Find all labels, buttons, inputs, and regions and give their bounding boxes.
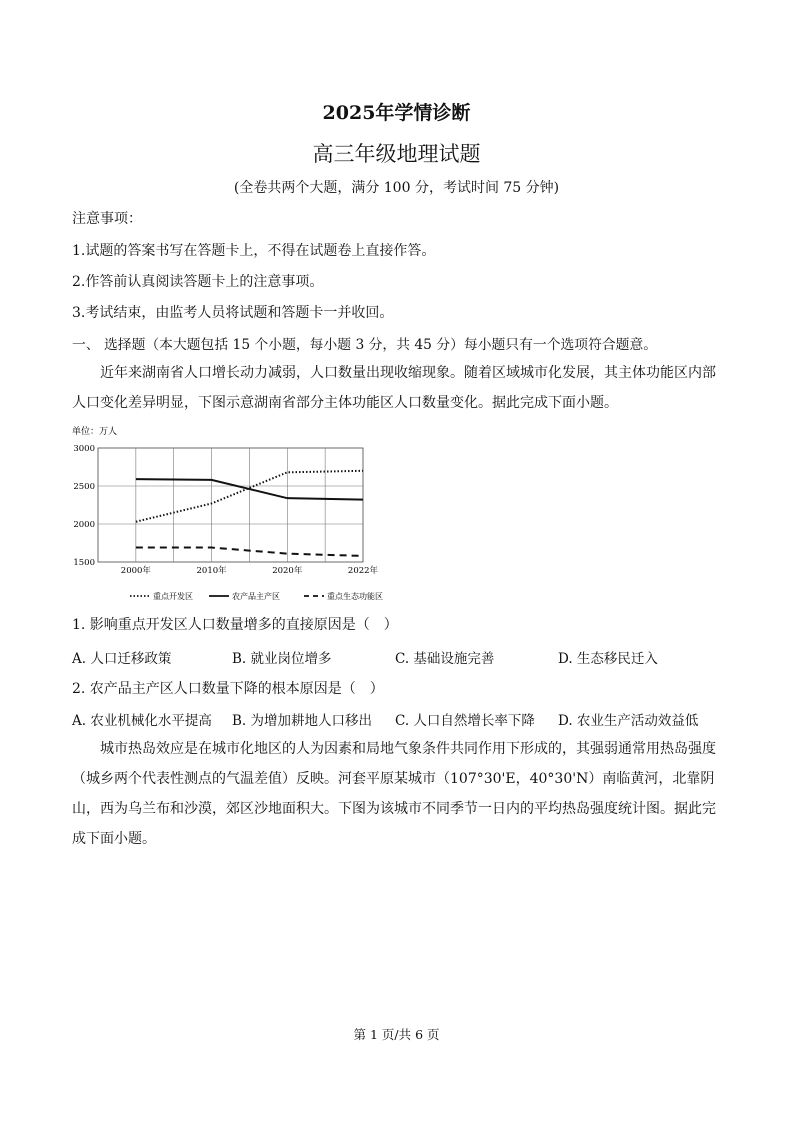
- x-tick-label: 2022年: [347, 566, 379, 576]
- q2-option-a[interactable]: A. 农业机械化水平提高: [72, 713, 212, 729]
- question-2-stem: 2. 农产品主产区人口数量下降的根本原因是（ ）: [72, 681, 384, 697]
- passage-2: 城市热岛效应是在城市化地区的人为因素和局地气象条件共同作用下形成的，其强弱通常用热岛强度（城乡两个代表性测点的气温差值）反映。河套平原某城市（107°30'E，40°30'N）南临黄河，北靠阴山，西为乌兰布和沙漠，郊区沙地面积大。下图为该城市不同季节一日内的平均热岛强度统计图。据此完成下面小题。: [72, 741, 716, 847]
- x-tick-label: 2010年: [196, 566, 227, 576]
- exam-title: 2025年学情诊断: [322, 102, 471, 124]
- page-footer: 第 1 页/共 6 页: [353, 1027, 440, 1042]
- q1-option-d[interactable]: D. 生态移民迁入: [558, 651, 658, 667]
- exam-info: (全卷共两个大题，满分 100 分，考试时间 75 分钟): [233, 180, 560, 196]
- y-tick-label: 2000: [73, 520, 95, 530]
- question-1-stem: 1. 影响重点开发区人口数量增多的直接原因是（ ）: [72, 617, 398, 633]
- notice-item: 2.作答前认真阅读答题卡上的注意事项。: [72, 274, 324, 290]
- question-2-options: [72, 709, 722, 729]
- question-1-options: [72, 647, 722, 667]
- passage-1: 近年来湖南省人口增长动力减弱，人口数量出现收缩现象。随着区域城市化发展，其主体功能区内部人口变化差异明显，下图示意湖南省部分主体功能区人口数量变化。据此完成下面小题。: [72, 365, 716, 411]
- q2-option-c[interactable]: C. 人口自然增长率下降: [395, 713, 535, 729]
- y-tick-label: 1500: [73, 558, 95, 568]
- x-tick-label: 2020年: [272, 566, 303, 576]
- notice-item: 1.试题的答案书写在答题卡上，不得在试题卷上直接作答。: [72, 243, 436, 259]
- legend-label: 重点生态功能区: [327, 592, 383, 601]
- y-tick-label: 2500: [73, 482, 95, 492]
- chart-unit-label: 单位：万人: [72, 427, 118, 437]
- notice-item: 3.考试结束，由监考人员将试题和答题卡一并收回。: [72, 305, 394, 321]
- chart-svg: [68, 422, 383, 607]
- population-chart: [68, 422, 383, 607]
- legend-label: 重点开发区: [153, 592, 193, 601]
- subject-title: 高三年级地理试题: [312, 142, 481, 166]
- q1-option-b[interactable]: B. 就业岗位增多: [232, 651, 332, 667]
- q1-option-c[interactable]: C. 基础设施完善: [395, 651, 495, 667]
- q1-option-a[interactable]: A. 人口迁移政策: [72, 651, 172, 667]
- legend-label: 农产品主产区: [232, 592, 280, 601]
- q2-option-b[interactable]: B. 为增加耕地人口移出: [232, 713, 373, 729]
- y-tick-label: 3000: [73, 444, 95, 454]
- section-heading: 一、 选择题（本大题包括 15 个小题，每小题 3 分，共 45 分）每小题只有一个选项符合题意。: [72, 337, 658, 353]
- x-tick-label: 2000年: [120, 566, 151, 576]
- notice-heading: 注意事项：: [72, 211, 142, 227]
- plot-frame: [98, 448, 363, 562]
- q2-option-d[interactable]: D. 农业生产活动效益低: [558, 713, 699, 729]
